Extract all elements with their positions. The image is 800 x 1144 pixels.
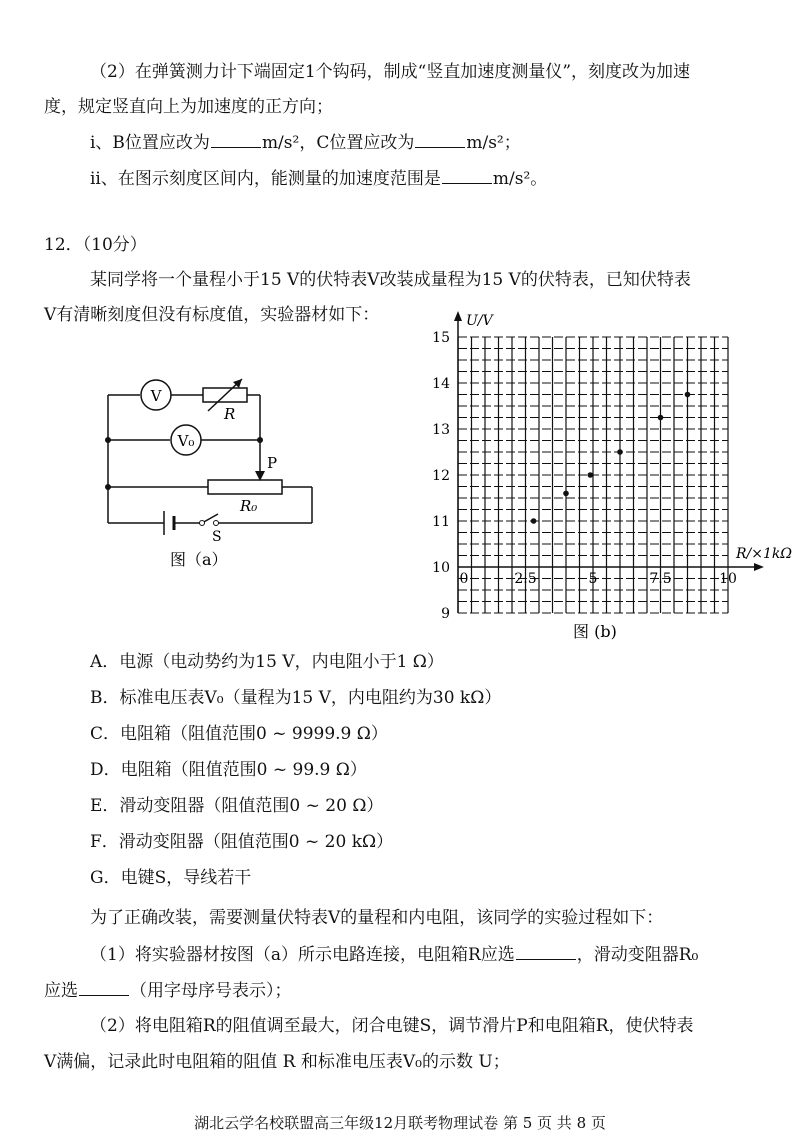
- data-point: [531, 518, 537, 524]
- item-ii-suffix: m/s²。: [492, 169, 548, 189]
- q11-part2-intro-line2: 度，规定竖直向上为加速度的正方向；: [44, 97, 333, 117]
- step1-line2: [44, 978, 292, 1003]
- rheostat-r0-symbol: [208, 480, 282, 494]
- equipment-item: E．滑动变阻器（阻值范围0 ~ 20 Ω）: [90, 796, 384, 816]
- y-tick-label: 14: [432, 376, 450, 392]
- x-tick-label: 2.5: [514, 571, 537, 587]
- blank-c-accel: [415, 130, 465, 148]
- y-tick-label: 9: [441, 606, 450, 622]
- label-v: V: [150, 387, 162, 405]
- q11-part2-item-ii: [90, 166, 547, 191]
- blank-resistor-box-choice: [516, 942, 576, 960]
- x-tick-label: 7.5: [649, 571, 672, 587]
- y-tick-label: 13: [432, 422, 450, 438]
- process-intro: 为了正确改装，需要测量伏特表V的量程和内电阻，该同学的实验过程如下：: [90, 908, 664, 928]
- circuit-caption: 图（a）: [170, 550, 228, 569]
- equipment-item: F．滑动变阻器（阻值范围0 ~ 20 kΩ）: [90, 832, 394, 852]
- label-s: S: [212, 529, 222, 545]
- q12-header: 12．（10分）: [44, 235, 147, 255]
- label-p: P: [267, 454, 278, 472]
- equipment-item: A．电源（电动势约为15 V，内电阻小于1 Ω）: [90, 652, 444, 672]
- step1-part-d: （用字母序号表示）；: [130, 981, 292, 1001]
- y-tick-label: 12: [432, 468, 450, 484]
- y-tick-label: 15: [432, 330, 450, 346]
- equipment-item: D．电阻箱（阻值范围0 ~ 99.9 Ω）: [90, 760, 367, 780]
- step1-part-a: （1）将实验器材按图（a）所示电路连接，电阻箱R应选: [90, 945, 515, 965]
- blank-b-accel: [211, 130, 261, 148]
- y-axis-arrow: [454, 311, 462, 321]
- chart-caption: 图 (b): [573, 622, 617, 641]
- x-tick-label: 0: [459, 571, 469, 587]
- data-point: [685, 392, 691, 398]
- label-r0: R₀: [240, 497, 258, 515]
- equipment-item: C．电阻箱（阻值范围0 ~ 9999.9 Ω）: [90, 724, 388, 744]
- q11-part2-item-i: [90, 130, 521, 155]
- data-point: [617, 449, 623, 455]
- circuit-diagram: [90, 365, 330, 580]
- item-i-mid: m/s²，C位置应改为: [261, 133, 415, 153]
- step1-line1: [90, 942, 698, 967]
- y-tick-label: 10: [432, 560, 450, 576]
- equipment-item: G．电键S，导线若干: [90, 868, 252, 888]
- item-i-prefix: i、B位置应改为: [90, 133, 210, 153]
- x-tick-label: 10: [719, 571, 737, 587]
- label-v0: V₀: [177, 432, 195, 450]
- equipment-item: B．标准电压表V₀（量程为15 V，内电阻约为30 kΩ）: [90, 688, 502, 708]
- step1-part-c: 应选: [44, 981, 78, 1001]
- data-point: [658, 415, 664, 421]
- q12-stem-line1: 某同学将一个量程小于15 V的伏特表V改装成量程为15 V的伏特表，已知伏特表: [90, 270, 691, 290]
- data-point: [563, 491, 569, 497]
- blank-accel-range: [442, 166, 492, 184]
- step2-line1: （2）将电阻箱R的阻值调至最大，闭合电键S，调节滑片P和电阻箱R，使伏特表: [90, 1016, 694, 1036]
- chart-axes: [454, 311, 764, 613]
- u-r-graph: [420, 305, 795, 645]
- q12-stem-line2: V有清晰刻度但没有标度值，实验器材如下：: [44, 305, 380, 325]
- blank-rheostat-choice: [79, 978, 129, 996]
- page-footer: 湖北云学名校联盟高三年级12月联考物理试卷 第 5 页 共 8 页: [194, 1114, 606, 1132]
- label-r: R: [224, 405, 236, 423]
- x-tick-label: 5: [588, 571, 598, 587]
- y-axis-label: U/V: [466, 313, 493, 329]
- chart-points: [531, 392, 691, 524]
- y-tick-label: 11: [432, 514, 450, 530]
- x-axis-arrow: [754, 563, 764, 571]
- item-ii-prefix: ii、在图示刻度区间内，能测量的加速度范围是: [90, 169, 441, 189]
- step1-part-b: ，滑动变阻器R₀: [576, 945, 699, 965]
- data-point: [588, 472, 594, 478]
- q11-part2-intro-line1: （2）在弹簧测力计下端固定1个钩码，制成“竖直加速度测量仪”，刻度改为加速: [90, 62, 691, 82]
- item-i-suffix: m/s²；: [466, 133, 521, 153]
- step2-line2: V满偏，记录此时电阻箱的阻值 R 和标准电压表V₀的示数 U；: [44, 1052, 510, 1072]
- x-axis-label: R/×1kΩ: [736, 546, 792, 562]
